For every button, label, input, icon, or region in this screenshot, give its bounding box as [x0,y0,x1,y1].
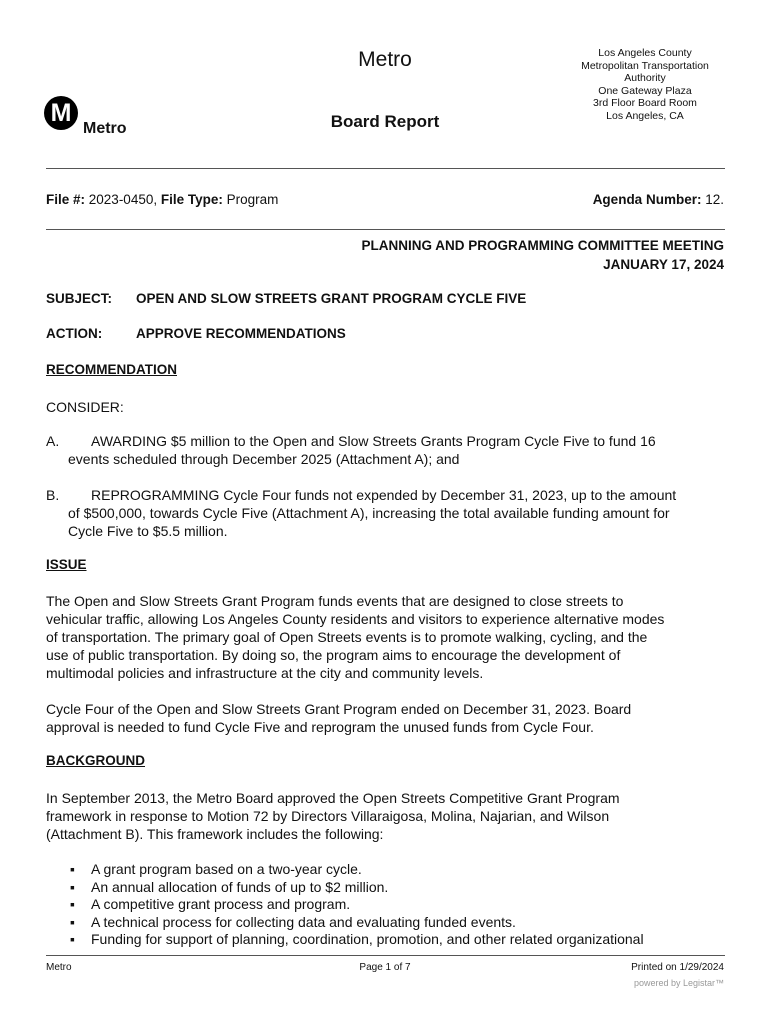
file-info [46,192,278,207]
list-item [70,896,730,914]
list-item-text: A competitive grant process and program. [91,896,351,913]
page-number: Page 1 of 7 [359,962,411,973]
action-value: APPROVE RECOMMENDATIONS [136,326,346,341]
meeting-heading [362,236,725,274]
address-line: Metropolitan Transportation [581,59,709,72]
background-paragraph-1 [46,789,726,843]
file-type-value: Program [226,192,279,207]
meeting-date: JANUARY 17, 2024 [603,257,724,272]
text-line: Cycle Four of the Open and Slow Streets Grant Program ended on December 31, 2023. Board [46,701,632,717]
agenda-number [593,192,724,207]
address-line: One Gateway Plaza [598,84,692,97]
text-line: vehicular traffic, allowing Los Angeles County residents and visitors to experience alternative modes [46,611,665,627]
bullet-icon: ▪ [70,878,75,895]
address-line: Los Angeles County [598,47,692,59]
file-label: File #: [46,192,86,207]
agenda-label: Agenda Number: [592,192,702,207]
action-label: ACTION: [46,326,103,341]
footer-org: Metro [46,962,72,973]
file-number: 2023-0450, [88,192,158,207]
footer-divider [46,955,725,956]
text-line: In September 2013, the Metro Board approved the Open Streets Competitive Grant Program [46,790,620,806]
item-letter: B. [46,487,60,503]
recommendation-heading: RECOMMENDATION [46,362,177,377]
text-line: (Attachment B). This framework includes the following: [46,826,384,842]
issue-paragraph-2 [46,700,726,736]
agenda-value: 12. [705,192,724,207]
bullet-icon: ▪ [70,861,75,877]
recommendation-item-b [46,486,726,540]
item-text: events scheduled through December 2025 (Attachment A); and [68,451,460,467]
text-line: approval is needed to fund Cycle Five and reprogram the unused funds from Cycle Four. [46,719,594,735]
powered-by: powered by Legistar™ [633,978,724,988]
header-divider [46,168,725,169]
bullet-icon: ▪ [70,896,75,913]
bullet-icon: ▪ [70,913,75,930]
item-text: AWARDING $5 million to the Open and Slow Streets Grants Program Cycle Five to fund 16 [91,433,656,449]
list-item [70,861,730,879]
metro-logo-text: Metro [83,120,127,137]
text-line: The Open and Slow Streets Grant Program funds events that are designed to close streets to [46,593,624,609]
header-title: Metro [358,48,412,71]
metro-logo-icon: M [44,96,78,130]
list-item-text: An annual allocation of funds of up to $2 million. [91,878,389,895]
item-text: of $500,000, towards Cycle Five (Attachment A), increasing the total available funding amount for [68,505,670,521]
address-line: Authority [624,72,666,85]
item-text: REPROGRAMMING Cycle Four funds not expended by December 31, 2023, up to the amount [91,487,677,503]
bullet-icon: ▪ [70,931,75,948]
print-date: Printed on 1/29/2024 [631,962,724,973]
file-divider [46,229,725,230]
list-item-text: A grant program based on a two-year cycle. [91,861,362,877]
meeting-name: PLANNING AND PROGRAMMING COMMITTEE MEETING [361,238,724,253]
consider-text: CONSIDER: [46,399,124,415]
subject-label: SUBJECT: [46,291,113,306]
list-item [70,931,730,949]
recommendation-item-a [46,432,726,468]
text-line: multimodal policies and infrastructure at the city and community levels. [46,665,484,681]
item-text: Cycle Five to $5.5 million. [68,523,228,539]
address-block [560,47,730,123]
issue-heading: ISSUE [46,557,87,572]
text-line: framework in response to Motion 72 by Directors Villaraigosa, Molina, Najarian, and Wilson [46,808,610,824]
item-letter: A. [46,433,60,449]
list-item-text: Funding for support of planning, coordination, promotion, and other related organizational [91,931,644,948]
issue-paragraph-1 [46,592,726,682]
address-line: Los Angeles, CA [606,109,684,122]
list-item-text: A technical process for collecting data and evaluating funded events. [91,913,516,930]
list-item [70,914,730,932]
file-type-label: File Type: [160,192,223,207]
subject-value: OPEN AND SLOW STREETS GRANT PROGRAM CYCLE FIVE [136,291,527,306]
subject-line [46,291,526,306]
action-line [46,326,346,341]
background-heading: BACKGROUND [46,753,145,768]
address-line: 3rd Floor Board Room [593,97,697,110]
text-line: use of public transportation. By doing so, the program aims to encourage the development of [46,647,621,663]
background-bullet-list [70,861,730,949]
text-line: of transportation. The primary goal of Open Streets events is to promote walking, cycling, and the [46,629,648,645]
report-type: Board Report [330,112,440,131]
list-item [70,879,730,897]
